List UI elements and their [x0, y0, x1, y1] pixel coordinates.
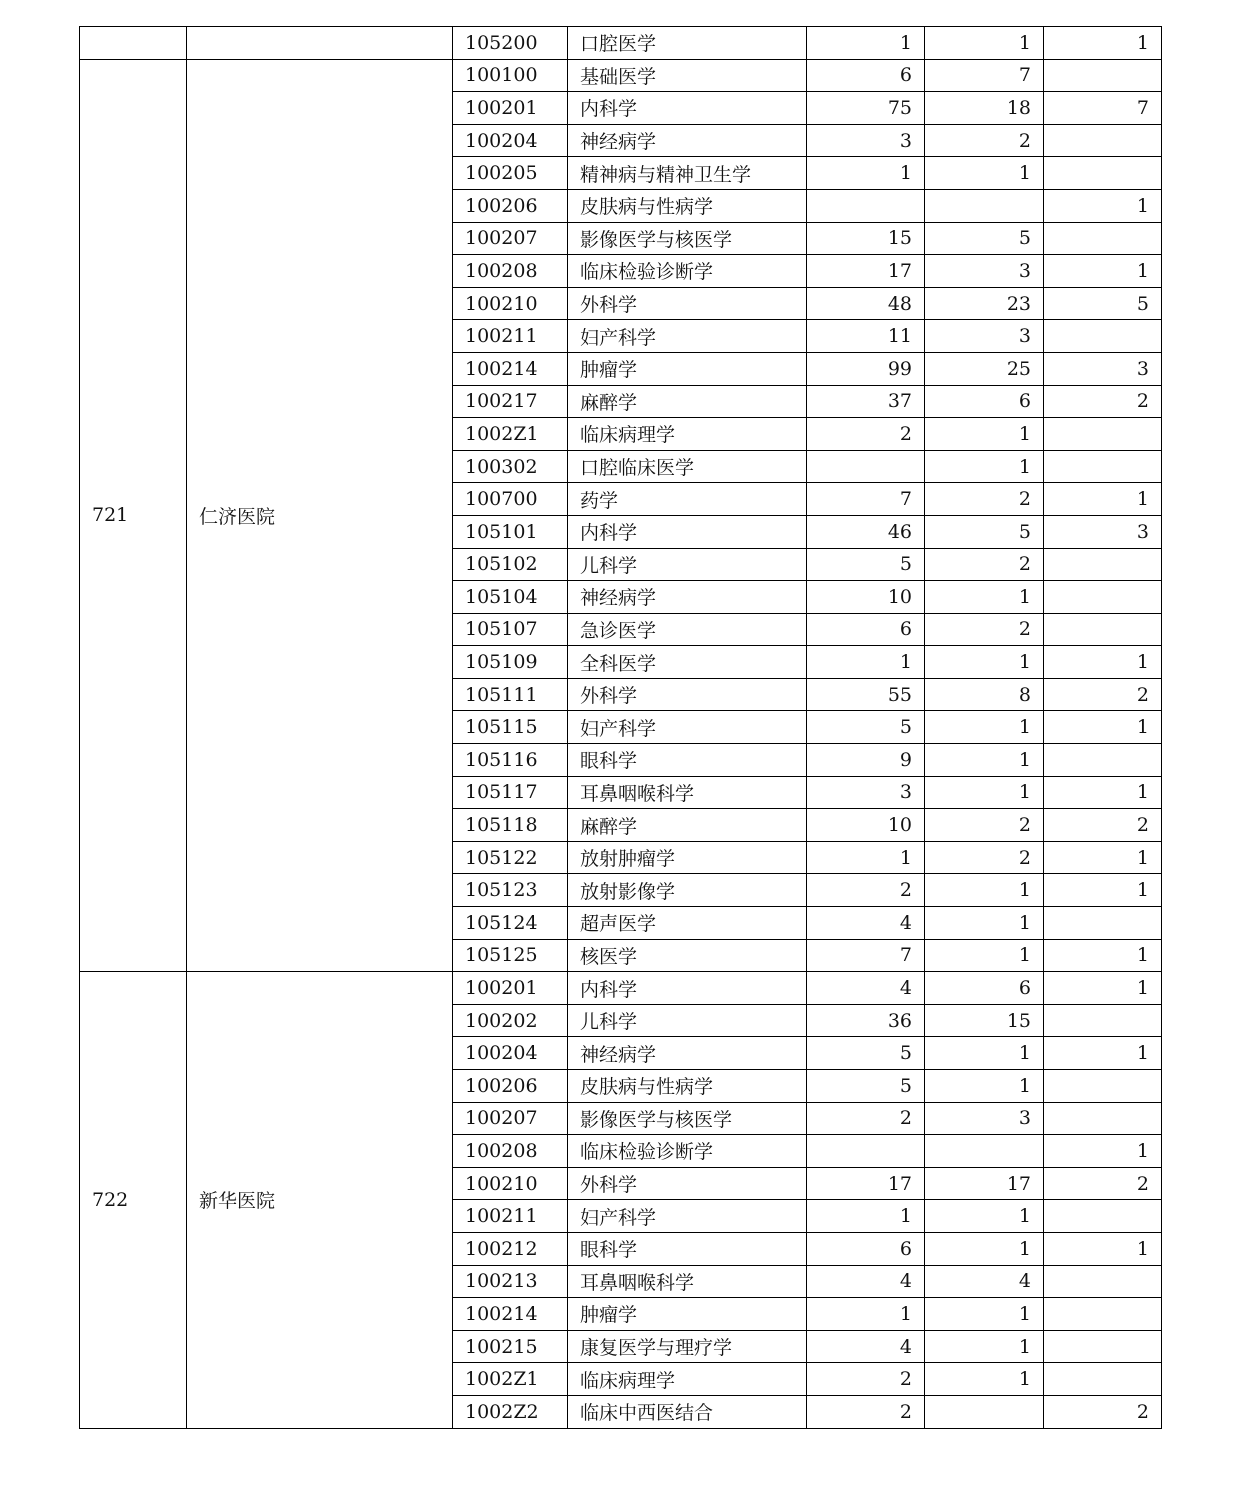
- count-1-cell: 3: [807, 776, 925, 809]
- count-3-cell: [1044, 1070, 1162, 1103]
- major-code-cell: 105109: [453, 646, 568, 679]
- count-3-cell: 2: [1044, 1167, 1162, 1200]
- major-name-cell: 急诊医学: [568, 613, 807, 646]
- count-1-cell: 36: [807, 1004, 925, 1037]
- count-2-cell: 1: [925, 1070, 1044, 1103]
- count-1-cell: 1: [807, 1298, 925, 1331]
- count-1-cell: 17: [807, 255, 925, 288]
- major-code-cell: 1002Z1: [453, 418, 568, 451]
- major-name-cell: 内科学: [568, 972, 807, 1005]
- count-1-cell: 7: [807, 483, 925, 516]
- count-3-cell: [1044, 222, 1162, 255]
- count-3-cell: [1044, 907, 1162, 940]
- major-code-cell: 100202: [453, 1004, 568, 1037]
- major-code-cell: 105200: [453, 27, 568, 60]
- count-3-cell: 1: [1044, 711, 1162, 744]
- count-3-cell: [1044, 744, 1162, 777]
- major-code-cell: 100206: [453, 1070, 568, 1103]
- major-name-cell: 肿瘤学: [568, 352, 807, 385]
- major-name-cell: 口腔医学: [568, 27, 807, 60]
- count-3-cell: 1: [1044, 1037, 1162, 1070]
- major-name-cell: 肿瘤学: [568, 1298, 807, 1331]
- major-code-cell: 100204: [453, 124, 568, 157]
- count-2-cell: 3: [925, 255, 1044, 288]
- major-name-cell: 影像医学与核医学: [568, 1102, 807, 1135]
- major-name-cell: 临床检验诊断学: [568, 255, 807, 288]
- major-name-cell: 麻醉学: [568, 809, 807, 842]
- count-2-cell: 1: [925, 1232, 1044, 1265]
- major-code-cell: 1002Z1: [453, 1363, 568, 1396]
- count-3-cell: 1: [1044, 255, 1162, 288]
- major-name-cell: 神经病学: [568, 124, 807, 157]
- major-code-cell: 100205: [453, 157, 568, 190]
- major-code-cell: 100215: [453, 1330, 568, 1363]
- count-2-cell: 1: [925, 776, 1044, 809]
- major-name-cell: 外科学: [568, 287, 807, 320]
- major-code-cell: 100214: [453, 352, 568, 385]
- major-name-cell: 核医学: [568, 939, 807, 972]
- major-code-cell: 100206: [453, 189, 568, 222]
- major-code-cell: 100211: [453, 320, 568, 353]
- count-2-cell: [925, 1135, 1044, 1168]
- count-2-cell: 2: [925, 809, 1044, 842]
- count-2-cell: 1: [925, 711, 1044, 744]
- count-3-cell: [1044, 450, 1162, 483]
- count-2-cell: [925, 189, 1044, 222]
- count-1-cell: 2: [807, 1363, 925, 1396]
- count-1-cell: 37: [807, 385, 925, 418]
- count-3-cell: [1044, 418, 1162, 451]
- major-code-cell: 100201: [453, 972, 568, 1005]
- major-code-cell: 105104: [453, 581, 568, 614]
- count-2-cell: 7: [925, 59, 1044, 92]
- count-1-cell: 4: [807, 972, 925, 1005]
- count-3-cell: 2: [1044, 385, 1162, 418]
- count-2-cell: 1: [925, 1298, 1044, 1331]
- count-3-cell: [1044, 548, 1162, 581]
- table-body: [80, 27, 1162, 1429]
- count-3-cell: [1044, 1265, 1162, 1298]
- major-code-cell: 100214: [453, 1298, 568, 1331]
- count-2-cell: 18: [925, 92, 1044, 125]
- count-3-cell: 1: [1044, 841, 1162, 874]
- count-3-cell: 1: [1044, 189, 1162, 222]
- major-name-cell: 临床中西医结合: [568, 1395, 807, 1428]
- enrollment-table: [79, 26, 1162, 1429]
- table-row: [80, 59, 1162, 92]
- major-code-cell: 105118: [453, 809, 568, 842]
- major-name-cell: 放射肿瘤学: [568, 841, 807, 874]
- major-name-cell: 临床病理学: [568, 1363, 807, 1396]
- count-1-cell: 2: [807, 874, 925, 907]
- count-2-cell: 6: [925, 972, 1044, 1005]
- count-2-cell: 1: [925, 744, 1044, 777]
- major-name-cell: 放射影像学: [568, 874, 807, 907]
- count-1-cell: 2: [807, 418, 925, 451]
- count-1-cell: [807, 1135, 925, 1168]
- count-3-cell: 1: [1044, 939, 1162, 972]
- count-1-cell: 75: [807, 92, 925, 125]
- count-1-cell: 5: [807, 1070, 925, 1103]
- count-1-cell: 6: [807, 59, 925, 92]
- major-code-cell: 105124: [453, 907, 568, 940]
- count-2-cell: 1: [925, 1037, 1044, 1070]
- major-name-cell: 药学: [568, 483, 807, 516]
- count-1-cell: 10: [807, 581, 925, 614]
- count-2-cell: [925, 1395, 1044, 1428]
- count-1-cell: 6: [807, 613, 925, 646]
- count-3-cell: 1: [1044, 646, 1162, 679]
- major-code-cell: 105125: [453, 939, 568, 972]
- count-1-cell: 5: [807, 548, 925, 581]
- major-code-cell: 100100: [453, 59, 568, 92]
- count-3-cell: 5: [1044, 287, 1162, 320]
- major-name-cell: 皮肤病与性病学: [568, 189, 807, 222]
- table-row: [80, 972, 1162, 1005]
- count-2-cell: 23: [925, 287, 1044, 320]
- major-name-cell: 神经病学: [568, 581, 807, 614]
- count-1-cell: 3: [807, 124, 925, 157]
- count-3-cell: 1: [1044, 972, 1162, 1005]
- major-code-cell: 100700: [453, 483, 568, 516]
- count-3-cell: 7: [1044, 92, 1162, 125]
- count-2-cell: 1: [925, 157, 1044, 190]
- major-code-cell: 105116: [453, 744, 568, 777]
- major-name-cell: 妇产科学: [568, 711, 807, 744]
- count-1-cell: 6: [807, 1232, 925, 1265]
- count-1-cell: 4: [807, 1330, 925, 1363]
- count-3-cell: 1: [1044, 874, 1162, 907]
- count-1-cell: 1: [807, 646, 925, 679]
- unit-code-cell: [80, 27, 187, 60]
- major-name-cell: 基础医学: [568, 59, 807, 92]
- count-1-cell: 99: [807, 352, 925, 385]
- major-code-cell: 105111: [453, 678, 568, 711]
- count-2-cell: 2: [925, 483, 1044, 516]
- count-3-cell: 2: [1044, 1395, 1162, 1428]
- major-name-cell: 全科医学: [568, 646, 807, 679]
- count-2-cell: 5: [925, 222, 1044, 255]
- count-1-cell: 10: [807, 809, 925, 842]
- count-3-cell: 2: [1044, 809, 1162, 842]
- count-1-cell: 1: [807, 27, 925, 60]
- major-code-cell: 1002Z2: [453, 1395, 568, 1428]
- major-code-cell: 100208: [453, 255, 568, 288]
- count-1-cell: 4: [807, 1265, 925, 1298]
- count-3-cell: [1044, 1330, 1162, 1363]
- major-code-cell: 105117: [453, 776, 568, 809]
- count-3-cell: 3: [1044, 352, 1162, 385]
- major-name-cell: 皮肤病与性病学: [568, 1070, 807, 1103]
- table-row: [80, 27, 1162, 60]
- major-code-cell: 100210: [453, 1167, 568, 1200]
- unit-code-cell: 722: [80, 972, 187, 1428]
- major-code-cell: 105107: [453, 613, 568, 646]
- major-name-cell: 外科学: [568, 678, 807, 711]
- count-3-cell: [1044, 1363, 1162, 1396]
- count-1-cell: 5: [807, 711, 925, 744]
- count-3-cell: [1044, 1298, 1162, 1331]
- major-name-cell: 外科学: [568, 1167, 807, 1200]
- count-1-cell: 17: [807, 1167, 925, 1200]
- count-1-cell: 11: [807, 320, 925, 353]
- major-code-cell: 100207: [453, 222, 568, 255]
- major-name-cell: 内科学: [568, 515, 807, 548]
- major-code-cell: 100212: [453, 1232, 568, 1265]
- major-name-cell: 神经病学: [568, 1037, 807, 1070]
- count-2-cell: 1: [925, 646, 1044, 679]
- major-code-cell: 100217: [453, 385, 568, 418]
- count-2-cell: 1: [925, 450, 1044, 483]
- major-name-cell: 临床病理学: [568, 418, 807, 451]
- count-3-cell: 2: [1044, 678, 1162, 711]
- major-name-cell: 影像医学与核医学: [568, 222, 807, 255]
- major-code-cell: 105101: [453, 515, 568, 548]
- count-1-cell: 4: [807, 907, 925, 940]
- major-code-cell: 105123: [453, 874, 568, 907]
- major-name-cell: 精神病与精神卫生学: [568, 157, 807, 190]
- count-1-cell: [807, 189, 925, 222]
- count-1-cell: 7: [807, 939, 925, 972]
- count-1-cell: 55: [807, 678, 925, 711]
- count-2-cell: 15: [925, 1004, 1044, 1037]
- count-2-cell: 6: [925, 385, 1044, 418]
- count-1-cell: 2: [807, 1102, 925, 1135]
- count-3-cell: 1: [1044, 1135, 1162, 1168]
- major-name-cell: 耳鼻咽喉科学: [568, 776, 807, 809]
- unit-code-cell: 721: [80, 59, 187, 972]
- count-3-cell: [1044, 124, 1162, 157]
- major-name-cell: 超声医学: [568, 907, 807, 940]
- major-code-cell: 100207: [453, 1102, 568, 1135]
- major-name-cell: 耳鼻咽喉科学: [568, 1265, 807, 1298]
- count-2-cell: 1: [925, 1363, 1044, 1396]
- count-2-cell: 8: [925, 678, 1044, 711]
- major-name-cell: 麻醉学: [568, 385, 807, 418]
- count-3-cell: [1044, 1004, 1162, 1037]
- count-3-cell: [1044, 581, 1162, 614]
- count-2-cell: 1: [925, 939, 1044, 972]
- major-code-cell: 100210: [453, 287, 568, 320]
- major-code-cell: 105115: [453, 711, 568, 744]
- count-2-cell: 1: [925, 1200, 1044, 1233]
- count-1-cell: [807, 450, 925, 483]
- count-3-cell: [1044, 320, 1162, 353]
- count-1-cell: 9: [807, 744, 925, 777]
- count-1-cell: 1: [807, 157, 925, 190]
- count-3-cell: 1: [1044, 483, 1162, 516]
- count-2-cell: 1: [925, 1330, 1044, 1363]
- major-name-cell: 临床检验诊断学: [568, 1135, 807, 1168]
- count-2-cell: 2: [925, 841, 1044, 874]
- count-2-cell: 1: [925, 418, 1044, 451]
- count-1-cell: 48: [807, 287, 925, 320]
- count-2-cell: 2: [925, 613, 1044, 646]
- count-1-cell: 5: [807, 1037, 925, 1070]
- major-name-cell: 内科学: [568, 92, 807, 125]
- count-1-cell: 1: [807, 1200, 925, 1233]
- count-2-cell: 1: [925, 27, 1044, 60]
- major-name-cell: 眼科学: [568, 1232, 807, 1265]
- count-2-cell: 3: [925, 1102, 1044, 1135]
- count-1-cell: 1: [807, 841, 925, 874]
- count-2-cell: 2: [925, 548, 1044, 581]
- count-1-cell: 2: [807, 1395, 925, 1428]
- major-code-cell: 100213: [453, 1265, 568, 1298]
- major-code-cell: 100208: [453, 1135, 568, 1168]
- major-name-cell: 康复医学与理疗学: [568, 1330, 807, 1363]
- count-2-cell: 5: [925, 515, 1044, 548]
- count-2-cell: 25: [925, 352, 1044, 385]
- count-1-cell: 15: [807, 222, 925, 255]
- major-name-cell: 儿科学: [568, 548, 807, 581]
- major-name-cell: 妇产科学: [568, 1200, 807, 1233]
- major-code-cell: 105102: [453, 548, 568, 581]
- major-name-cell: 妇产科学: [568, 320, 807, 353]
- count-1-cell: 46: [807, 515, 925, 548]
- count-2-cell: 17: [925, 1167, 1044, 1200]
- major-code-cell: 100302: [453, 450, 568, 483]
- count-3-cell: [1044, 1200, 1162, 1233]
- major-name-cell: 儿科学: [568, 1004, 807, 1037]
- major-code-cell: 105122: [453, 841, 568, 874]
- count-3-cell: 1: [1044, 1232, 1162, 1265]
- count-2-cell: 2: [925, 124, 1044, 157]
- count-3-cell: 1: [1044, 27, 1162, 60]
- count-2-cell: 3: [925, 320, 1044, 353]
- count-3-cell: [1044, 613, 1162, 646]
- count-2-cell: 1: [925, 907, 1044, 940]
- count-2-cell: 1: [925, 581, 1044, 614]
- major-code-cell: 100211: [453, 1200, 568, 1233]
- major-name-cell: 眼科学: [568, 744, 807, 777]
- count-3-cell: [1044, 1102, 1162, 1135]
- count-3-cell: [1044, 59, 1162, 92]
- count-2-cell: 1: [925, 874, 1044, 907]
- unit-name-cell: [187, 27, 453, 60]
- count-3-cell: 3: [1044, 515, 1162, 548]
- major-name-cell: 口腔临床医学: [568, 450, 807, 483]
- unit-name-cell: 仁济医院: [187, 59, 453, 972]
- count-3-cell: 1: [1044, 776, 1162, 809]
- unit-name-cell: 新华医院: [187, 972, 453, 1428]
- major-code-cell: 100204: [453, 1037, 568, 1070]
- major-code-cell: 100201: [453, 92, 568, 125]
- count-3-cell: [1044, 157, 1162, 190]
- count-2-cell: 4: [925, 1265, 1044, 1298]
